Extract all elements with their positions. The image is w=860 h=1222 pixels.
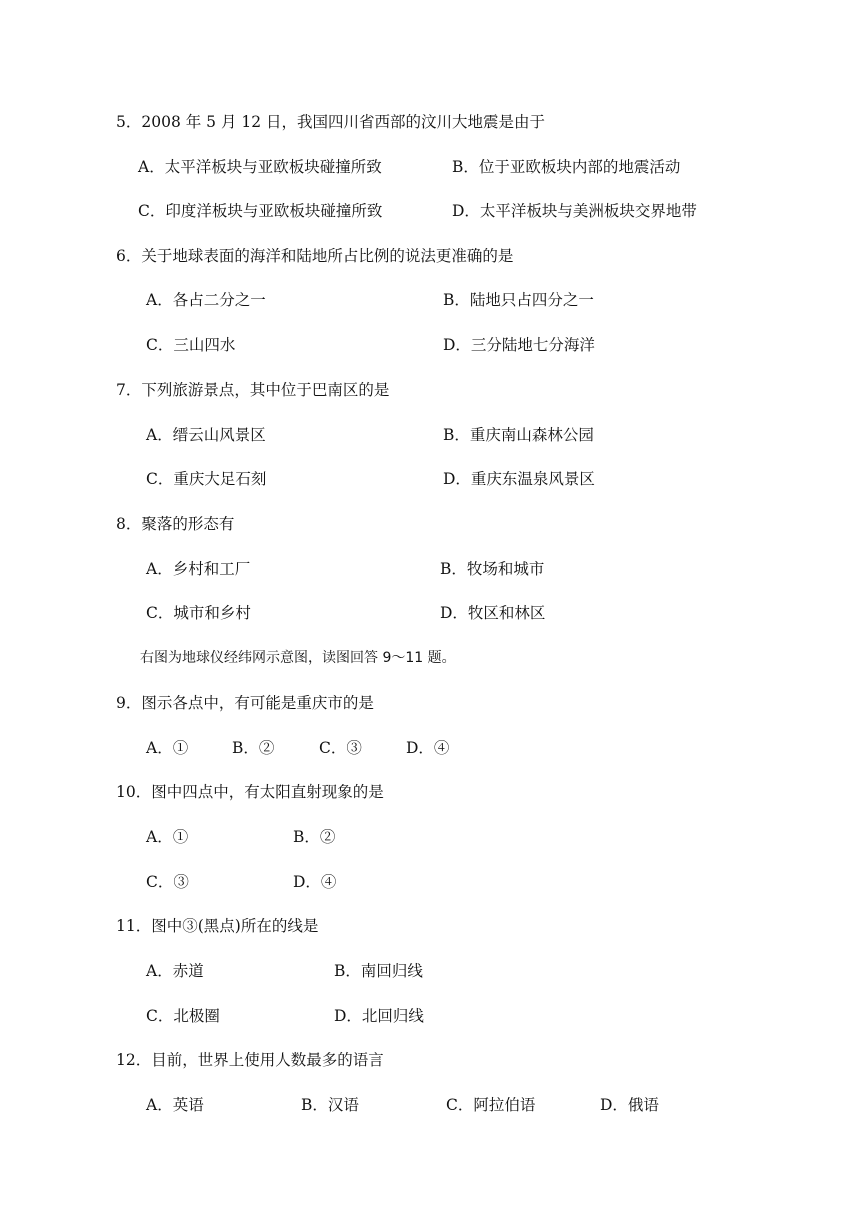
question-7-stem: 7．下列旅游景点，其中位于巴南区的是 <box>116 381 390 399</box>
question-7-option-b: B．重庆南山森林公园 <box>443 426 594 444</box>
question-8-option-a: A．乡村和工厂 <box>146 560 251 578</box>
question-6-option-d: D．三分陆地七分海洋 <box>443 336 595 354</box>
question-7-option-a: A．缙云山风景区 <box>146 426 266 444</box>
question-8-option-d: D．牧区和林区 <box>440 604 546 622</box>
question-12-option-d: D．俄语 <box>600 1096 659 1114</box>
question-10-option-a: A．① <box>146 828 189 846</box>
question-6-stem: 6．关于地球表面的海洋和陆地所占比例的说法更准确的是 <box>116 247 514 265</box>
question-5-option-c: C．印度洋板块与亚欧板块碰撞所致 <box>138 202 383 220</box>
question-8-stem: 8．聚落的形态有 <box>116 515 235 533</box>
question-10-stem: 10．图中四点中，有太阳直射现象的是 <box>116 783 384 801</box>
question-12-option-a: A．英语 <box>146 1096 204 1114</box>
figure-instruction: 右图为地球仪经纬网示意图，读图回答 9～11 题。 <box>140 650 456 666</box>
question-8-option-c: C．城市和乡村 <box>146 604 251 622</box>
question-7-option-c: C．重庆大足石刻 <box>146 470 267 488</box>
question-9-option-a: A．① <box>146 739 189 757</box>
question-10-option-d: D．④ <box>293 873 337 891</box>
question-6-option-b: B．陆地只占四分之一 <box>443 291 594 309</box>
question-9-stem: 9．图示各点中，有可能是重庆市的是 <box>116 694 374 712</box>
question-11-option-d: D．北回归线 <box>334 1007 424 1025</box>
question-12-option-c: C．阿拉伯语 <box>446 1096 536 1114</box>
question-6-option-a: A．各占二分之一 <box>146 291 266 309</box>
question-10-option-c: C．③ <box>146 873 189 891</box>
question-5-option-b: B．位于亚欧板块内部的地震活动 <box>452 158 681 176</box>
question-11-option-c: C．北极圈 <box>146 1007 220 1025</box>
question-10-option-b: B．② <box>293 828 336 846</box>
question-9-option-b: B．② <box>232 739 275 757</box>
question-12-stem: 12．目前，世界上使用人数最多的语言 <box>116 1051 384 1069</box>
question-5-option-d: D．太平洋板块与美洲板块交界地带 <box>452 202 697 220</box>
question-5-stem: 5．2008 年 5 月 12 日，我国四川省西部的汶川大地震是由于 <box>116 113 546 131</box>
question-11-option-b: B．南回归线 <box>334 962 423 980</box>
question-12-option-b: B．汉语 <box>301 1096 359 1114</box>
question-9-option-c: C．③ <box>319 739 362 757</box>
question-6-option-c: C．三山四水 <box>146 336 236 354</box>
question-9-option-d: D．④ <box>406 739 450 757</box>
question-8-option-b: B．牧场和城市 <box>440 560 545 578</box>
question-7-option-d: D．重庆东温泉风景区 <box>443 470 595 488</box>
question-5-option-a: A．太平洋板块与亚欧板块碰撞所致 <box>138 158 382 176</box>
question-11-option-a: A．赤道 <box>146 962 204 980</box>
question-11-stem: 11．图中③(黑点)所在的线是 <box>116 917 319 935</box>
